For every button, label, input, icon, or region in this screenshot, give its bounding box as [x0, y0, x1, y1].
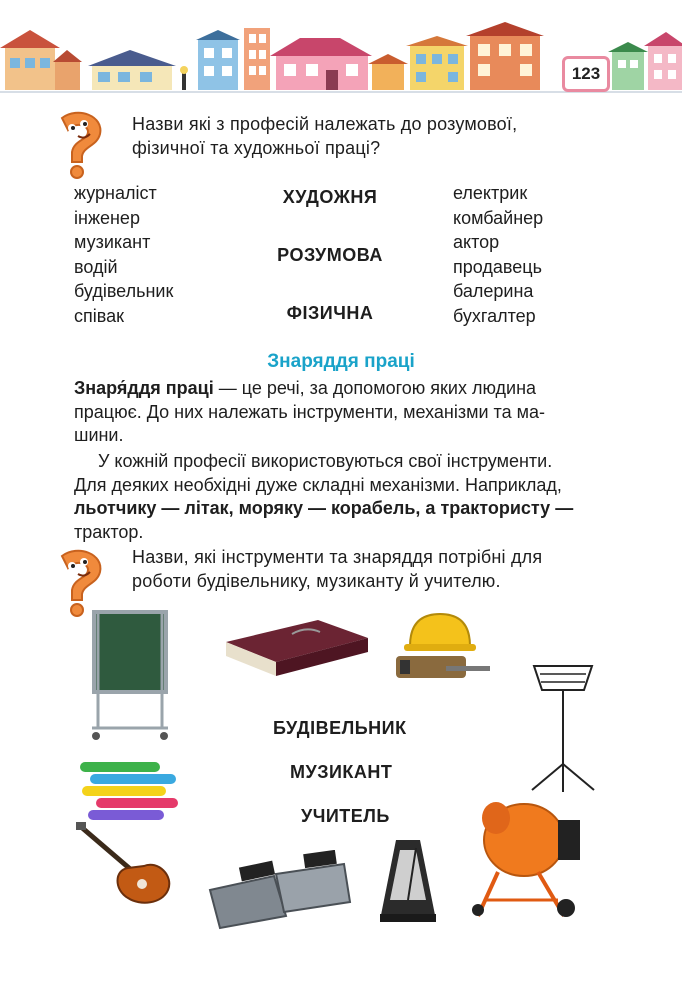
list-item: актор: [453, 232, 500, 252]
task2-question-line1: Назви, які інструменти та знаряддя потрібні для: [132, 547, 543, 567]
list-item: продавець: [453, 256, 542, 277]
task1-question-line2: фізичної та художньої праці?: [132, 138, 381, 158]
list-item: будівельник: [74, 281, 174, 301]
concrete-mixer-icon: [468, 790, 598, 922]
profession-musician: МУЗИКАНТ: [290, 762, 393, 782]
crayons-icon: [76, 756, 186, 828]
paragraph-text: трактор.: [74, 521, 144, 542]
paragraph-text: — це речі, за допомогою яких людина: [213, 378, 537, 398]
music-stand-icon: [522, 660, 602, 796]
term: Знаря́ддя праці: [74, 378, 214, 398]
profession-teacher: УЧИТЕЛЬ: [301, 806, 390, 826]
profession-builder: БУДІВЕЛЬНИК: [273, 718, 407, 738]
category-mental: РОЗУМОВА: [277, 245, 383, 265]
list-item: співак: [74, 305, 124, 326]
section-title: Знаряддя праці: [267, 351, 415, 372]
task2-question-line2: роботи будівельнику, музиканту й учителю.: [132, 571, 501, 591]
metronome-icon: [376, 836, 440, 924]
list-item: журналіст: [74, 183, 157, 203]
list-item: електрик: [453, 183, 528, 203]
paragraph-text: льотчику — літак, моряку — корабель, а трактористу —: [74, 498, 574, 518]
task1-question-line1: Назви які з професій належать до розумової,: [132, 114, 518, 134]
category-physical: ФІЗИЧНА: [286, 303, 374, 323]
book-icon: [222, 612, 372, 682]
list-item: водій: [74, 256, 118, 277]
list-item: інженер: [74, 207, 140, 228]
right-professions-list: [453, 181, 543, 328]
paragraph-2: [74, 450, 608, 544]
question-mascot-icon: [48, 110, 108, 180]
list-item: бухгалтер: [453, 305, 536, 326]
paragraph-text: шини.: [74, 425, 124, 445]
guitar-icon: [74, 820, 178, 908]
paragraph-text: працює. До них належать інструменти, механізми та ма-: [74, 401, 545, 422]
list-item: комбайнер: [453, 207, 544, 228]
list-item: балерина: [453, 281, 534, 301]
hard-hat-tools-icon: [386, 606, 496, 686]
paragraph-text: У кожній професії використовуються свої інструменти.: [98, 451, 553, 471]
paragraph-text: Для деяких необхідні дуже складні механізми. Наприклад,: [74, 474, 562, 495]
chalkboard-icon: [88, 608, 172, 744]
page-number: 123: [562, 56, 610, 92]
list-item: музикант: [74, 232, 151, 252]
category-artistic: ХУДОЖНЯ: [282, 187, 378, 207]
spatulas-icon: [204, 850, 354, 930]
paragraph-1: [74, 377, 608, 448]
left-professions-list: [74, 181, 173, 328]
